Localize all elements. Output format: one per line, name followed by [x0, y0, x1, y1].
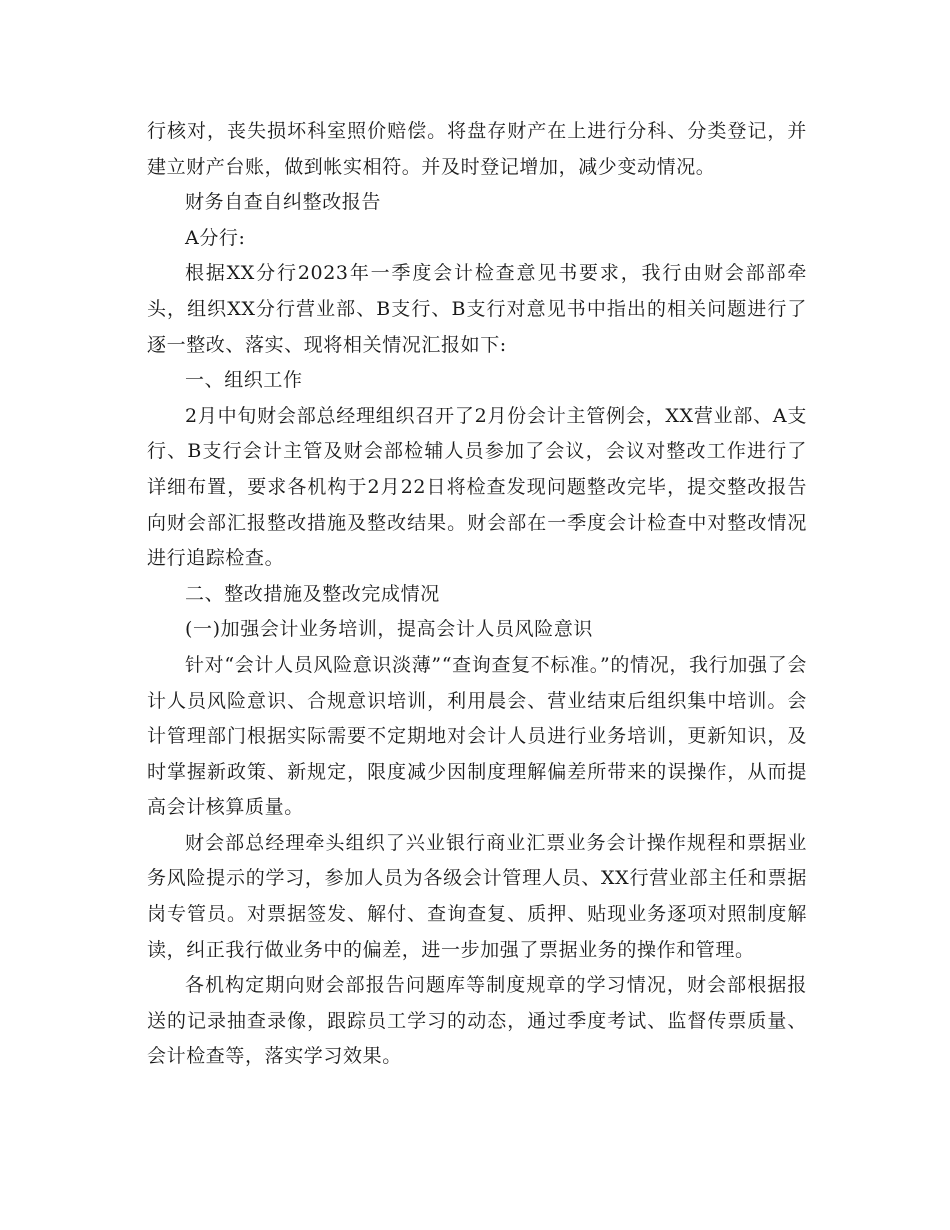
paragraph-intro: 根据XX分行2023年一季度会计检查意见书要求，我行由财会部部牵头，组织XX分行营业部、B支行、B支行对意见书中指出的相关问题进行了逐一整改、落实、现将相关情况汇报如下: [147, 262, 807, 356]
salutation: A分行: [185, 226, 246, 249]
subsection-heading-1: (一)加强会计业务培训，提高会计人员风险意识 [185, 618, 594, 641]
report-title: 财务自查自纠整改报告 [185, 191, 382, 214]
paragraph-reporting: 各机构定期向财会部报告问题库等制度规章的学习情况，财会部根据报送的记录抽查录像，跟踪员工学习的动态，通过季度考试、监督传票质量、会计检查等，落实学习效果。 [147, 974, 807, 1068]
paragraph-organization: 2月中旬财会部总经理组织召开了2月份会计主管例会，XX营业部、A支行、B支行会计主管及财会部检辅人员参加了会议，会议对整改工作进行了详细布置，要求各机构于2月22日将检查发现问题整改完毕，提交整改报告向财会部汇报整改措施及整改结果。财会部在一季度会计检查中对整改情况进行追踪检查。 [147, 404, 807, 570]
paragraph-1: 行核对，丧失损坏科室照价赔偿。将盘存财产在上进行分科、分类登记，并建立财产台账，做到帐实相符。并及时登记增加，减少变动情况。 [147, 120, 807, 178]
section-heading-2: 二、整改措施及整改完成情况 [185, 582, 440, 605]
paragraph-training: 针对“会计人员风险意识淡薄”“查询查复不标准。”的情况，我行加强了会计人员风险意识、合规意识培训，利用晨会、营业结束后组织集中培训。会计管理部门根据实际需要不定期地对会计人员进行业务培训，更新知识，及时掌握新政策、新规定，限度减少因制度理解偏差所带来的误操作，从而提高会计核算质量。 [147, 653, 807, 819]
section-heading-1: 一、组织工作 [185, 369, 303, 392]
document-page [147, 114, 807, 1075]
paragraph-bill-study: 财会部总经理牵头组织了兴业银行商业汇票业务会计操作规程和票据业务风险提示的学习，参加人员为各级会计管理人员、XX行营业部主任和票据岗专管员。对票据签发、解付、查询查复、质押、贴现业务逐项对照制度解读，纠正我行做业务中的偏差，进一步加强了票据业务的操作和管理。 [147, 831, 807, 961]
